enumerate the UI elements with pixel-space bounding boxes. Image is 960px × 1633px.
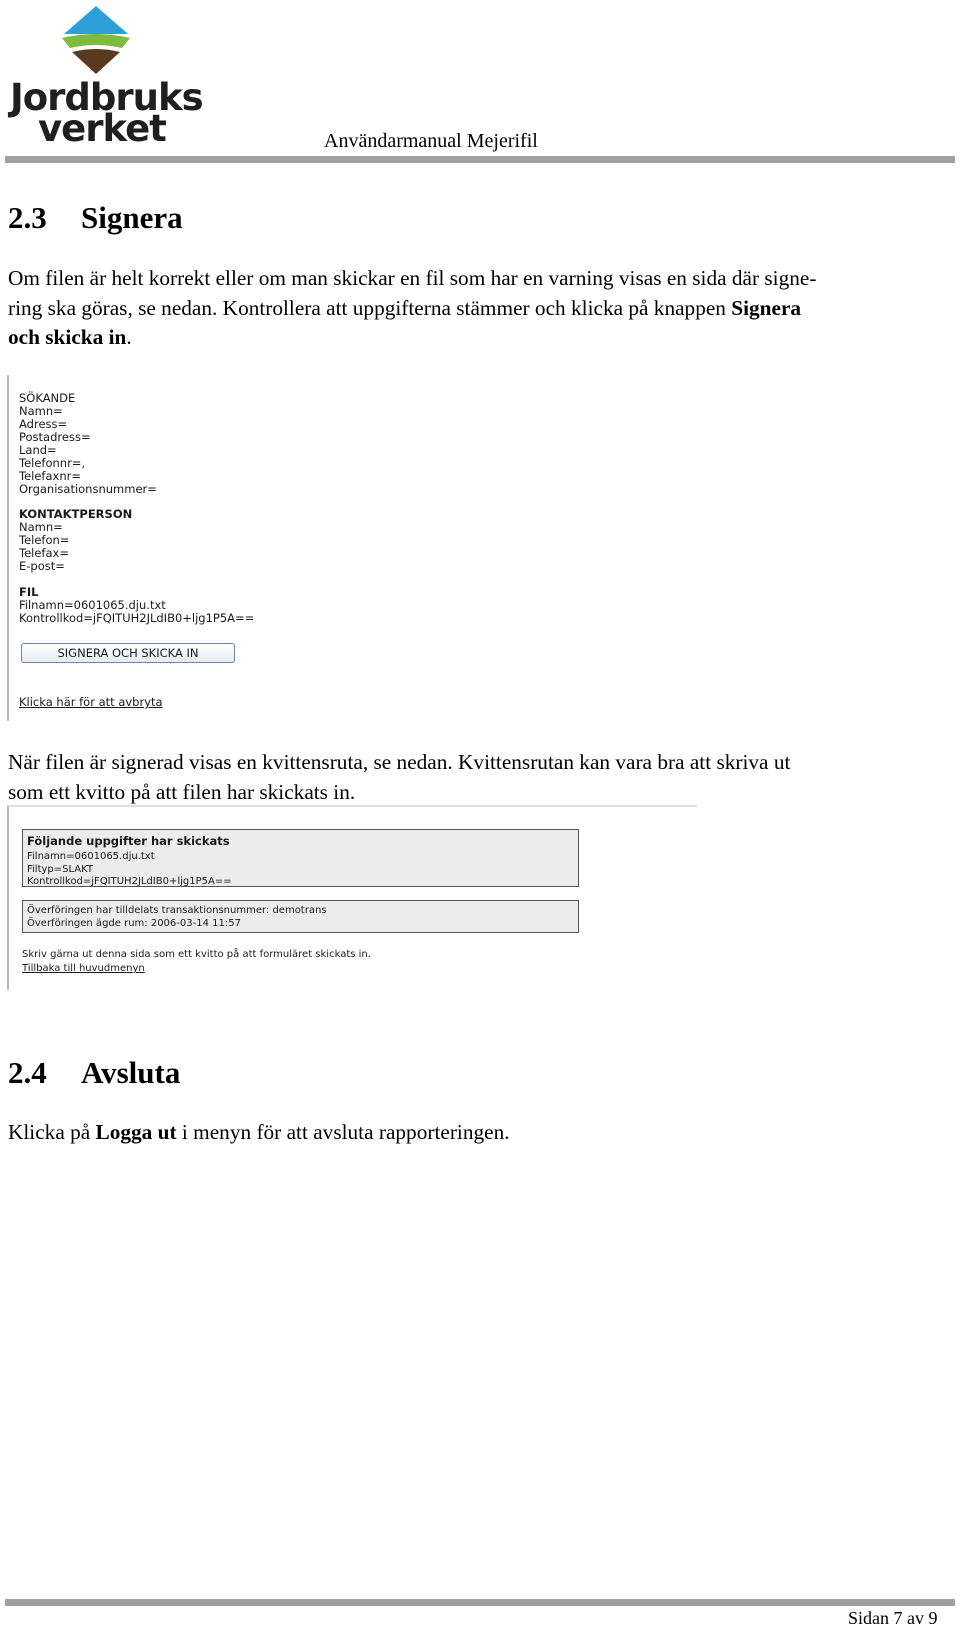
intro-text: ring ska göras, se nedan. Kontrollera att uppgifterna stämmer och klicka på knappen xyxy=(8,295,732,320)
back-to-main-menu-link[interactable]: Tillbaka till huvudmenyn xyxy=(22,963,145,974)
jordbruksverket-logo xyxy=(8,4,203,150)
contact-heading: KONTAKTPERSON xyxy=(19,507,133,521)
logo-word-2: verket xyxy=(38,107,166,150)
contact-group xyxy=(19,508,132,573)
sent-info-heading: Följande uppgifter har skickats xyxy=(27,834,230,848)
section-heading-2-3 xyxy=(8,200,183,236)
applicant-field: Namn= xyxy=(19,404,63,418)
transfer-info-line: Överföringen ägde rum: 2006-03-14 11:57 xyxy=(27,917,241,929)
applicant-field: Telefaxnr= xyxy=(19,469,81,483)
applicant-field: Organisationsnummer= xyxy=(19,482,157,496)
intro-line-3 xyxy=(8,323,943,353)
contact-field: Telefax= xyxy=(19,546,69,560)
receipt-screenshot xyxy=(7,805,697,990)
transfer-info-box xyxy=(22,900,579,933)
applicant-field: Postadress= xyxy=(19,430,91,444)
document-title: Användarmanual Mejerifil xyxy=(324,130,538,152)
logout-bold: Logga ut xyxy=(95,1120,177,1144)
contact-field: Telefon= xyxy=(19,533,70,547)
applicant-group xyxy=(19,392,157,496)
logo-emblem-icon xyxy=(56,4,136,76)
intro-line-1: Om filen är helt korrekt eller om man skickar en fil som har en varning visas en sida där signe- xyxy=(8,266,817,290)
section-number: 2.3 xyxy=(8,200,47,235)
contact-field: E-post= xyxy=(19,559,65,573)
header-rule xyxy=(5,156,955,163)
file-field: Filnamn=0601065.dju.txt xyxy=(19,598,166,612)
receipt-intro-paragraph xyxy=(8,748,943,807)
sign-and-submit-button[interactable]: SIGNERA OCH SKICKA IN xyxy=(21,643,235,663)
logout-paragraph xyxy=(8,1118,943,1148)
sent-info-line: Filnamn=0601065.dju.txt xyxy=(27,851,155,862)
intro-paragraph xyxy=(8,264,943,353)
page-number: Sidan 7 av 9 xyxy=(848,1608,938,1628)
file-heading: FIL xyxy=(19,585,39,599)
applicant-field: Telefonnr=, xyxy=(19,456,86,470)
sent-info-line: Kontrollkod=jFQITUH2JLdIB0+ljg1P5A== xyxy=(27,876,232,887)
logo-word-1: Jordbruks xyxy=(10,76,203,119)
logout-text-post: i menyn för att avsluta rapporteringen. xyxy=(176,1120,510,1144)
logout-text-pre: Klicka på xyxy=(8,1120,96,1144)
section-number: 2.4 xyxy=(8,1055,47,1090)
transfer-info-line: Överföringen har tilldelats transaktionsnummer: demotrans xyxy=(27,905,327,916)
signing-form-screenshot xyxy=(7,375,307,721)
section-title: Avsluta xyxy=(81,1055,181,1090)
intro-line-2 xyxy=(8,294,943,324)
applicant-heading: SÖKANDE xyxy=(19,391,76,405)
intro-bold-skicka: och skicka in xyxy=(8,325,127,349)
intro-end: . xyxy=(126,325,132,349)
contact-field: Namn= xyxy=(19,520,63,534)
section-title: Signera xyxy=(81,200,183,235)
applicant-field: Adress= xyxy=(19,417,68,431)
section-heading-2-4 xyxy=(8,1055,180,1091)
sent-info-line: Filtyp=SLAKT xyxy=(27,863,94,875)
cancel-link[interactable]: Klicka här för att avbryta xyxy=(19,695,163,709)
file-group xyxy=(19,586,254,625)
file-field: Kontrollkod=jFQITUH2JLdIB0+ljg1P5A== xyxy=(19,611,255,625)
receipt-intro-line-1: När filen är signerad visas en kvittensruta, se nedan. Kvittensrutan kan vara bra att skriva ut xyxy=(8,750,791,774)
footer-rule xyxy=(5,1599,955,1606)
print-note: Skriv gärna ut denna sida som ett kvitto på att formuläret skickats in. xyxy=(22,949,371,960)
intro-bold-signera: Signera xyxy=(731,295,802,320)
sent-info-box xyxy=(22,829,579,887)
applicant-field: Land= xyxy=(19,443,57,457)
receipt-intro-line-2: som ett kvitto på att filen har skickats in. xyxy=(8,779,356,804)
